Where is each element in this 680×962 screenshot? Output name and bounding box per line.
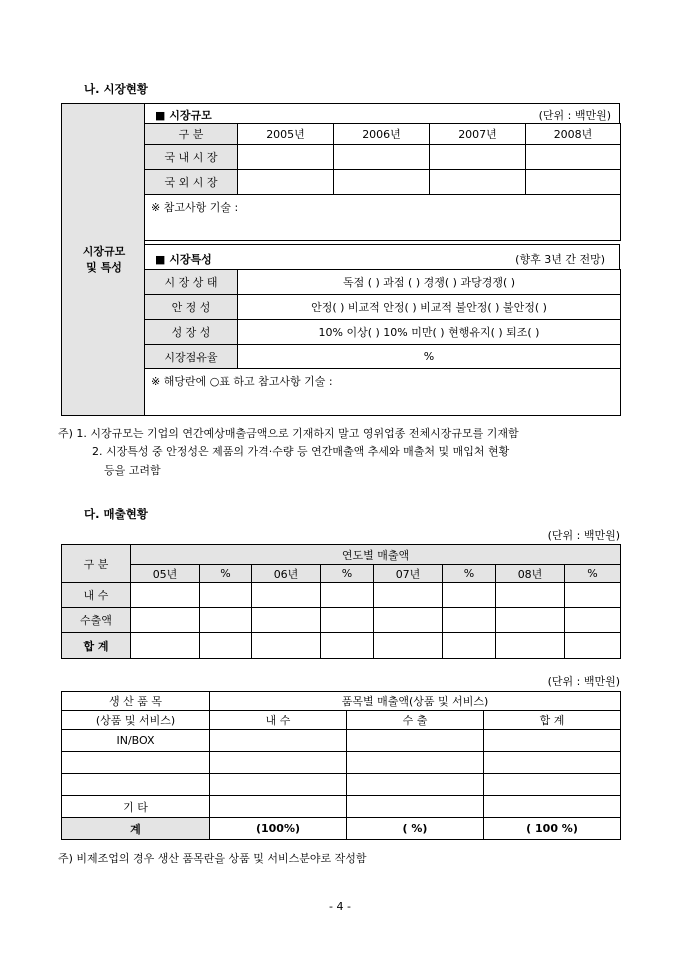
item-row-label[interactable]: IN/BOX — [62, 730, 210, 752]
sales-cell[interactable] — [443, 608, 496, 633]
market-size-header-row — [144, 103, 620, 124]
sales-subheader: 05년 — [131, 565, 200, 583]
item-cell[interactable] — [210, 774, 347, 796]
market-side-label-cell — [61, 103, 145, 416]
side-label-line1: 시장규모 — [82, 245, 126, 258]
market-size-cell[interactable] — [526, 145, 621, 170]
item-cell[interactable] — [347, 796, 484, 818]
item-total-export: ( %) — [347, 818, 484, 840]
item-row-label[interactable] — [62, 752, 210, 774]
market-size-col-head: 구 분 — [145, 124, 238, 145]
item-subheader: 합 계 — [484, 711, 621, 730]
sales-cell[interactable] — [443, 583, 496, 608]
item-cell[interactable] — [484, 752, 621, 774]
sales-cell[interactable] — [321, 608, 374, 633]
sales-cell[interactable] — [496, 633, 565, 659]
market-size-col-head: 2008년 — [526, 124, 621, 145]
market-size-row-label: 국 내 시 장 — [145, 145, 238, 170]
sales-cell[interactable] — [252, 608, 321, 633]
sales-cell[interactable] — [565, 608, 621, 633]
item-subheader: 내 수 — [210, 711, 347, 730]
sales-by-year-table — [61, 544, 621, 659]
sales-cell[interactable] — [200, 633, 252, 659]
sales-cell[interactable] — [565, 633, 621, 659]
item-total-domestic: (100%) — [210, 818, 347, 840]
market-size-row-label: 국 외 시 장 — [145, 170, 238, 195]
sales-cell[interactable] — [252, 583, 321, 608]
market-size-header: ■ 시장규모 — [155, 109, 212, 122]
market-char-header: ■ 시장특성 — [155, 253, 212, 266]
sales-by-item-table — [61, 691, 621, 840]
sales-cell[interactable] — [565, 583, 621, 608]
item-col-head-line1: 생 산 품 목 — [62, 692, 210, 711]
sales-subheader: % — [200, 565, 252, 583]
market-size-col-head: 2005년 — [238, 124, 334, 145]
sales-unit-2: (단위 : 백만원) — [547, 675, 620, 688]
item-row-label[interactable] — [62, 774, 210, 796]
market-size-cell[interactable] — [526, 170, 621, 195]
sales-footnote: 주) 비제조업의 경우 생산 품목란을 상품 및 서비스분야로 작성함 — [58, 852, 367, 865]
sales-cell[interactable] — [131, 608, 200, 633]
market-size-col-head: 2007년 — [430, 124, 526, 145]
market-size-cell[interactable] — [238, 145, 334, 170]
sales-cell[interactable] — [131, 633, 200, 659]
sales-subheader: 08년 — [496, 565, 565, 583]
sales-cell[interactable] — [374, 608, 443, 633]
item-cell[interactable] — [210, 752, 347, 774]
sales-total-label: 합 계 — [62, 633, 131, 659]
section-title-sales: 다. 매출현황 — [84, 507, 148, 521]
item-cell[interactable] — [484, 730, 621, 752]
market-size-cell[interactable] — [334, 145, 430, 170]
market-size-unit: (단위 : 백만원) — [538, 109, 611, 122]
market-char-label: 시장점유율 — [145, 345, 238, 369]
item-cell[interactable] — [347, 774, 484, 796]
item-total-label: 계 — [62, 818, 210, 840]
market-size-cell[interactable] — [334, 170, 430, 195]
sales-cell[interactable] — [374, 583, 443, 608]
sales-subheader: 07년 — [374, 565, 443, 583]
sales-group-header: 연도별 매출액 — [131, 545, 621, 565]
item-cell[interactable] — [210, 796, 347, 818]
market-char-table — [144, 269, 621, 416]
item-cell[interactable] — [484, 774, 621, 796]
footnote-2b: 등을 고려함 — [104, 464, 161, 477]
section-title-market: 나. 시장현황 — [84, 82, 148, 96]
sales-subheader: % — [565, 565, 621, 583]
market-char-value[interactable]: 10% 이상( ) 10% 미만( ) 현행유지( ) 퇴조( ) — [238, 320, 621, 345]
sales-cell[interactable] — [131, 583, 200, 608]
item-cell[interactable] — [347, 752, 484, 774]
market-char-value[interactable]: 안정( ) 비교적 안정( ) 비교적 불안정( ) 불안정( ) — [238, 295, 621, 320]
item-subheader: 수 출 — [347, 711, 484, 730]
market-size-col-head: 2006년 — [334, 124, 430, 145]
sales-subheader: % — [443, 565, 496, 583]
item-cell[interactable] — [484, 796, 621, 818]
market-share-value[interactable]: % — [238, 345, 621, 369]
page-number: - 4 - — [329, 900, 351, 913]
sales-cell[interactable] — [321, 633, 374, 659]
market-char-label: 시 장 상 태 — [145, 270, 238, 295]
market-char-label: 성 장 성 — [145, 320, 238, 345]
sales-subheader: 06년 — [252, 565, 321, 583]
market-char-outlook: (향후 3년 간 전망) — [515, 253, 605, 266]
market-size-cell[interactable] — [430, 145, 526, 170]
sales-cell[interactable] — [443, 633, 496, 659]
market-size-cell[interactable] — [430, 170, 526, 195]
sales-cell[interactable] — [374, 633, 443, 659]
footnote-1: 주) 1. 시장규모는 기업의 연간예상매출금액으로 기재하지 말고 영위업종 전체시장규모를 기재함 — [58, 427, 519, 440]
sales-cell[interactable] — [200, 608, 252, 633]
item-group-header: 품목별 매출액(상품 및 서비스) — [210, 692, 621, 711]
item-col-head-line2: (상품 및 서비스) — [62, 711, 210, 730]
market-size-table — [144, 123, 621, 241]
sales-cell[interactable] — [321, 583, 374, 608]
market-char-header-row — [144, 244, 620, 270]
item-row-label: 기 타 — [62, 796, 210, 818]
sales-cell[interactable] — [200, 583, 252, 608]
market-size-cell[interactable] — [238, 170, 334, 195]
sales-cell[interactable] — [496, 583, 565, 608]
sales-row-label: 내 수 — [62, 583, 131, 608]
sales-row-label: 수출액 — [62, 608, 131, 633]
item-total-sum: ( 100 %) — [484, 818, 621, 840]
market-char-label: 안 정 성 — [145, 295, 238, 320]
market-size-note[interactable]: ※ 참고사항 기술 : — [145, 195, 621, 241]
sales-corner: 구 분 — [62, 545, 131, 583]
item-cell[interactable] — [347, 730, 484, 752]
sales-subheader: % — [321, 565, 374, 583]
item-cell[interactable] — [210, 730, 347, 752]
market-char-note[interactable]: ※ 해당란에 ○표 하고 참고사항 기술 : — [145, 369, 621, 416]
footnote-2a: 2. 시장특성 중 안정성은 제품의 가격·수량 등 연간매출액 추세와 매출처 및 매입처 현황 — [92, 445, 510, 458]
sales-unit-1: (단위 : 백만원) — [547, 529, 620, 542]
side-label-line2: 및 특성 — [86, 261, 122, 274]
sales-cell[interactable] — [252, 633, 321, 659]
sales-cell[interactable] — [496, 608, 565, 633]
market-char-value[interactable]: 독점 ( ) 과점 ( ) 경쟁( ) 과당경쟁( ) — [238, 270, 621, 295]
